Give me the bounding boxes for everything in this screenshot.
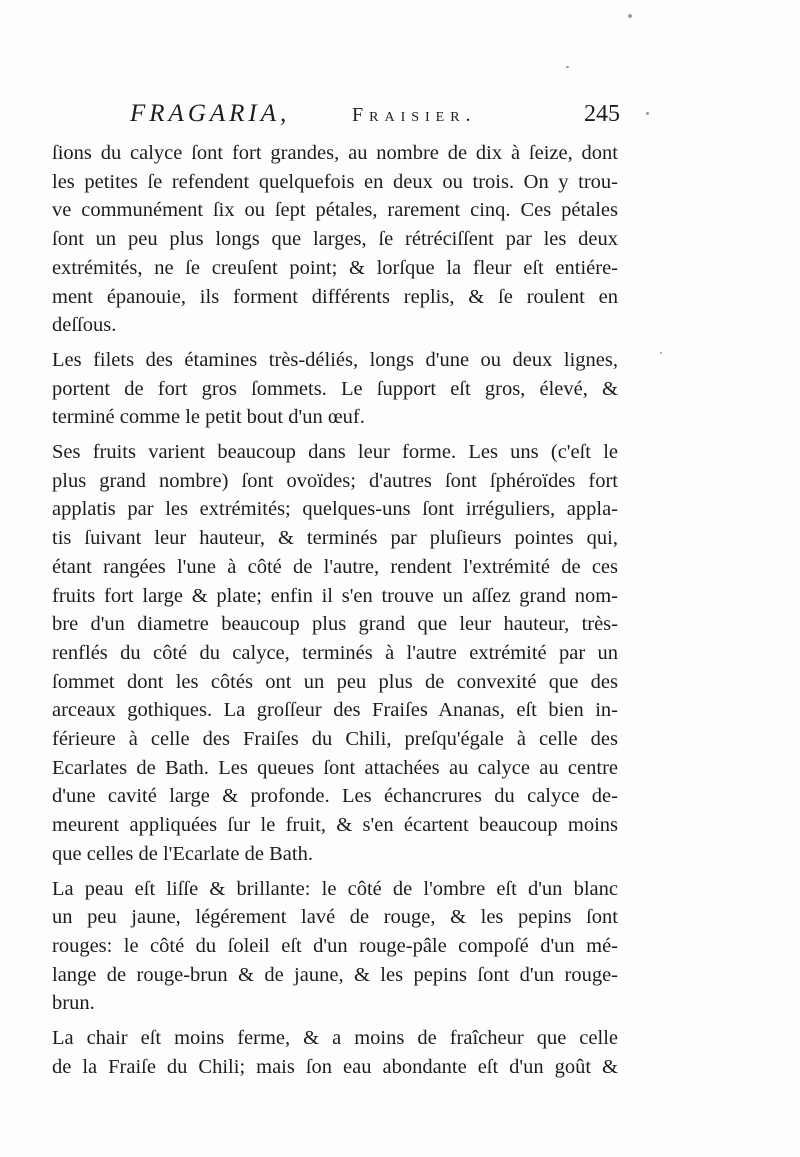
text-line: Les filets des étamines très-déliés, longs d'une ou deux lignes,: [52, 348, 618, 371]
text-line: plus grand nombre) ſont ovoïdes; d'autres ſont ſphéroïdes fort: [52, 469, 618, 492]
text-line: bre d'un diametre beaucoup plus grand que leur hauteur, très-: [52, 613, 618, 636]
text-line: applatis par les extrémités; quelques-uns ſont irréguliers, appla-: [52, 498, 618, 521]
paragraph: [52, 139, 618, 340]
text-line: férieure à celle des Fraiſes du Chili, preſqu'égale à celle des: [52, 728, 618, 751]
text-line: La chair eſt moins ferme, & a moins de fraîcheur que celle: [52, 1027, 618, 1050]
ink-speck: [566, 66, 569, 68]
text-line: La peau eſt liſſe & brillante: le côté de l'ombre eſt d'un blanc: [52, 877, 618, 900]
text-line: meurent appliquées ſur le fruit, & s'en écartent beaucoup moins: [52, 814, 618, 837]
text-line: lange de rouge-brun & de jaune, & les pepins ſont d'un rouge-: [52, 963, 618, 986]
running-head-subtitle: Fraisier.: [352, 104, 477, 126]
text-line: portent de fort gros ſommets. Le ſupport eſt gros, élevé, &: [52, 377, 618, 400]
text-line: ment épanouie, ils forment différents replis, & ſe roulent en: [52, 285, 618, 308]
running-head-title: FRAGARIA,: [130, 100, 291, 127]
text-line: arceaux gothiques. La groſſeur des Fraiſes Ananas, eſt bien in-: [52, 699, 618, 722]
paragraph: [52, 438, 618, 869]
text-line: rouges: le côté du ſoleil eſt d'un rouge-pâle compoſé d'un mé-: [52, 934, 618, 957]
text-line: brun.: [52, 992, 95, 1015]
text-line: fruits fort large & plate; enfin il s'en trouve un aſſez grand nom-: [52, 584, 618, 607]
ink-speck: [660, 352, 662, 354]
text-line: tis ſuivant leur hauteur, & terminés par pluſieurs pointes qui,: [52, 527, 618, 550]
text-line: terminé comme le petit bout d'un œuf.: [52, 406, 365, 429]
body-text: [52, 139, 618, 1088]
text-line: d'une cavité large & profonde. Les échancrures du calyce de-: [52, 785, 618, 808]
text-line: ſommet dont les côtés ont un peu plus de convexité que des: [52, 670, 618, 693]
text-line: Ecarlates de Bath. Les queues ſont attachées au calyce au centre: [52, 756, 618, 779]
paragraph: [52, 1024, 618, 1081]
text-line: extrémités, ne ſe creuſent point; & lorſque la fleur eſt entiére-: [52, 256, 618, 279]
text-line: les petites ſe refendent quelquefois en deux ou trois. On y trou-: [52, 170, 618, 193]
text-line: deſſous.: [52, 314, 117, 337]
text-line: ſions du calyce ſont fort grandes, au nombre de dix à ſeize, dont: [52, 142, 618, 164]
text-line: renflés du côté du calyce, terminés à l'autre extrémité par un: [52, 641, 618, 664]
paragraph: [52, 875, 618, 1019]
text-line: Ses fruits varient beaucoup dans leur forme. Les uns (c'eſt le: [52, 441, 618, 464]
text-line: étant rangées l'une à côté de l'autre, rendent l'extrémité de ces: [52, 555, 618, 578]
running-head: [130, 100, 620, 136]
text-line: un peu jaune, légérement lavé de rouge, & les pepins ſont: [52, 906, 618, 929]
ink-speck: [628, 14, 632, 18]
page-number: 245: [584, 101, 620, 127]
text-line: que celles de l'Ecarlate de Bath.: [52, 842, 313, 865]
ink-speck: [646, 112, 649, 115]
text-line: de la Fraiſe du Chili; mais ſon eau abondante eſt d'un goût &: [52, 1055, 618, 1078]
paragraph: [52, 346, 618, 432]
text-line: ve communément ſix ou ſept pétales, rarement cinq. Ces pétales: [52, 199, 618, 222]
text-line: ſont un peu plus longs que larges, ſe rétréciſſent par les deux: [52, 228, 618, 251]
